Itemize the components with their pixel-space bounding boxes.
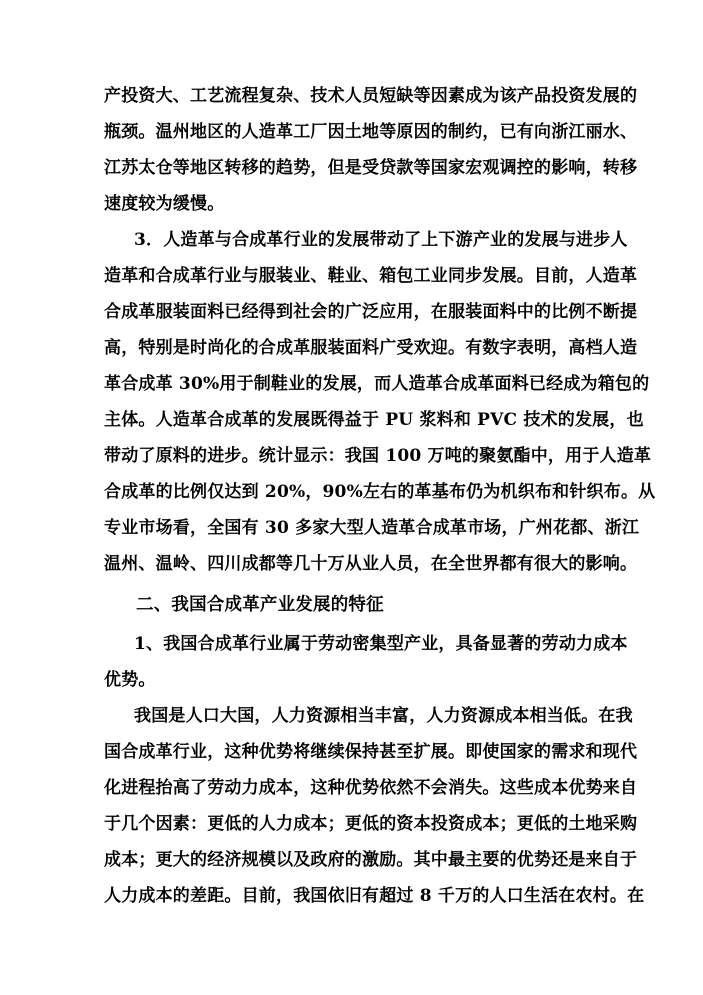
text-line: 速度较为缓慢。: [104, 194, 225, 214]
text-line: 瓶颈。温州地区的人造革工厂因土地等原因的制约，已有向浙江丽水、: [104, 122, 638, 142]
text-line: 革合成革 30%用于制鞋业的发展，而人造革合成革面料已经成为箱包的: [104, 374, 650, 394]
paragraph-start: 我国是人口大国，人力资源相当丰富，人力资源成本相当低。在我: [134, 706, 633, 726]
text-line: 优势。: [104, 670, 156, 690]
text-line: 主体。人造革合成革的发展既得益于 PU 浆料和 PVC 技术的发展，也: [104, 410, 644, 430]
text-line: 于几个因素：更低的人力成本；更低的资本投资成本；更低的土地采购: [104, 814, 638, 834]
text-line: 成本；更大的经济规模以及政府的激励。其中最主要的优势还是来自于: [104, 850, 638, 870]
paragraph-start: 1、我国合成革行业属于劳动密集型产业，具备显著的劳动力成本: [134, 634, 628, 654]
text-line: 江苏太仓等地区转移的趋势，但是受贷款等国家宏观调控的影响，转移: [104, 158, 638, 178]
text-line: 人力成本的差距。目前，我国依旧有超过 8 千万的人口生活在农村。在: [104, 886, 645, 906]
text-line: 国合成革行业，这种优势将继续保持甚至扩展。即使国家的需求和现代: [104, 742, 638, 762]
text-line: 合成革的比例仅达到 20%，90%左右的革基布仍为机织布和针织布。从: [104, 482, 656, 502]
text-line: 造革和合成革行业与服装业、鞋业、箱包工业同步发展。目前，人造革: [104, 266, 638, 286]
paragraph-start: 3．人造革与合成革行业的发展带动了上下游产业的发展与进步人: [134, 230, 628, 250]
section-heading: 二、我国合成革产业发展的特征: [136, 595, 384, 615]
text-line: 产投资大、工艺流程复杂、技术人员短缺等因素成为该产品投资发展的: [104, 86, 638, 106]
text-line: 带动了原料的进步。统计显示：我国 100 万吨的聚氨酯中，用于人造革: [104, 446, 652, 466]
text-line: 专业市场看，全国有 30 多家大型人造革合成革市场，广州花都、浙江: [104, 518, 640, 538]
text-line: 化进程抬高了劳动力成本，这种优势依然不会消失。这些成本优势来自: [104, 778, 638, 798]
text-line: 高，特别是时尚化的合成革服装面料广受欢迎。有数字表明，高档人造: [104, 338, 638, 358]
text-line: 合成革服装面料已经得到社会的广泛应用，在服装面料中的比例不断提: [104, 302, 638, 322]
text-line: 温州、温岭、四川成都等几十万从业人员，在全世界都有很大的影响。: [104, 554, 638, 574]
